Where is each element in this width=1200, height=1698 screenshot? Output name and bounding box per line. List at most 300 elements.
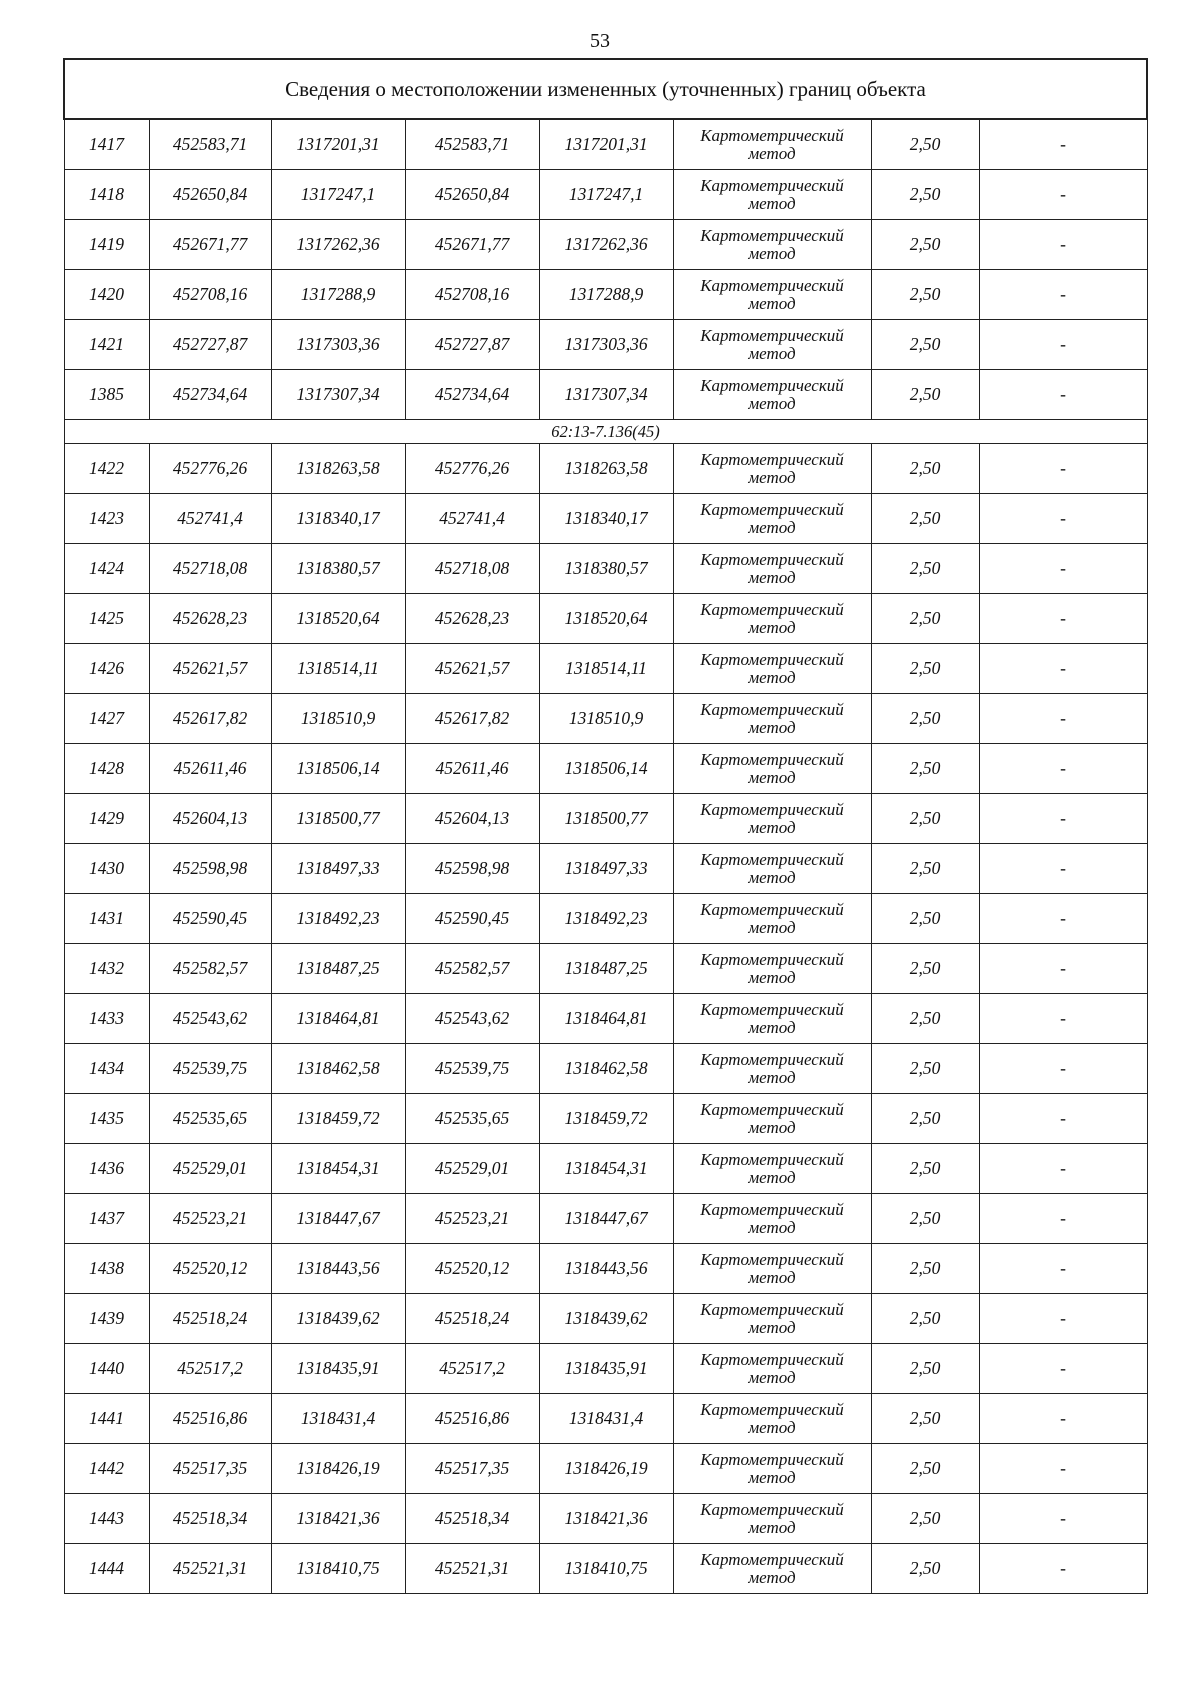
method-line-2: метод	[748, 517, 796, 537]
accuracy-cell: 2,50	[871, 894, 979, 944]
y-coordinate-existing-cell: 1318464,81	[271, 994, 405, 1044]
point-number-cell: 1431	[64, 894, 149, 944]
description-cell: -	[979, 994, 1147, 1044]
x-coordinate-existing-cell: 452621,57	[149, 644, 271, 694]
section-row	[64, 420, 1147, 444]
method-cell	[673, 1094, 871, 1144]
method-cell	[673, 270, 871, 320]
method-line-2: метод	[748, 767, 796, 787]
y-coordinate-refined-cell: 1318426,19	[539, 1444, 673, 1494]
method-cell	[673, 320, 871, 370]
method-line-2: метод	[748, 243, 796, 263]
point-number-cell: 1440	[64, 1344, 149, 1394]
description-cell: -	[979, 1194, 1147, 1244]
method-line-2: метод	[748, 917, 796, 937]
table-body	[64, 59, 1147, 1594]
point-number-cell: 1441	[64, 1394, 149, 1444]
point-number-cell: 1423	[64, 494, 149, 544]
y-coordinate-existing-cell: 1318462,58	[271, 1044, 405, 1094]
method-line-2: метод	[748, 393, 796, 413]
x-coordinate-refined-cell: 452529,01	[405, 1144, 539, 1194]
x-coordinate-refined-cell: 452598,98	[405, 844, 539, 894]
table-row	[64, 694, 1147, 744]
x-coordinate-refined-cell: 452708,16	[405, 270, 539, 320]
method-cell	[673, 1394, 871, 1444]
table-title-row	[64, 59, 1147, 119]
y-coordinate-existing-cell: 1318340,17	[271, 494, 405, 544]
point-number-cell: 1419	[64, 220, 149, 270]
method-line-2: метод	[748, 1367, 796, 1387]
y-coordinate-refined-cell: 1318380,57	[539, 544, 673, 594]
x-coordinate-existing-cell: 452776,26	[149, 444, 271, 494]
x-coordinate-refined-cell: 452520,12	[405, 1244, 539, 1294]
method-line-1: Картометрический	[700, 749, 844, 769]
table-row	[64, 1394, 1147, 1444]
method-line-1: Картометрический	[700, 275, 844, 295]
x-coordinate-refined-cell: 452671,77	[405, 220, 539, 270]
x-coordinate-refined-cell: 452776,26	[405, 444, 539, 494]
point-number-cell: 1428	[64, 744, 149, 794]
table-row	[64, 944, 1147, 994]
y-coordinate-existing-cell: 1318421,36	[271, 1494, 405, 1544]
y-coordinate-refined-cell: 1317247,1	[539, 170, 673, 220]
table-row	[64, 894, 1147, 944]
method-line-2: метод	[748, 1017, 796, 1037]
point-number-cell: 1438	[64, 1244, 149, 1294]
y-coordinate-existing-cell: 1318514,11	[271, 644, 405, 694]
table-row	[64, 1444, 1147, 1494]
method-cell	[673, 694, 871, 744]
method-cell	[673, 1444, 871, 1494]
description-cell: -	[979, 1094, 1147, 1144]
accuracy-cell: 2,50	[871, 370, 979, 420]
x-coordinate-refined-cell: 452543,62	[405, 994, 539, 1044]
x-coordinate-existing-cell: 452598,98	[149, 844, 271, 894]
point-number-cell: 1417	[64, 119, 149, 170]
x-coordinate-refined-cell: 452583,71	[405, 119, 539, 170]
method-cell	[673, 994, 871, 1044]
method-line-2: метод	[748, 567, 796, 587]
point-number-cell: 1425	[64, 594, 149, 644]
x-coordinate-refined-cell: 452518,24	[405, 1294, 539, 1344]
section-label: 62:13-7.136(45)	[64, 420, 1147, 444]
table-row	[64, 994, 1147, 1044]
method-cell	[673, 1494, 871, 1544]
x-coordinate-existing-cell: 452708,16	[149, 270, 271, 320]
y-coordinate-refined-cell: 1318506,14	[539, 744, 673, 794]
table-row	[64, 444, 1147, 494]
point-number-cell: 1421	[64, 320, 149, 370]
y-coordinate-existing-cell: 1317303,36	[271, 320, 405, 370]
method-line-2: метод	[748, 143, 796, 163]
method-line-2: метод	[748, 817, 796, 837]
x-coordinate-refined-cell: 452521,31	[405, 1544, 539, 1594]
y-coordinate-refined-cell: 1318410,75	[539, 1544, 673, 1594]
method-cell	[673, 1294, 871, 1344]
x-coordinate-refined-cell: 452523,21	[405, 1194, 539, 1244]
method-line-1: Картометрический	[700, 1199, 844, 1219]
method-line-1: Картометрический	[700, 225, 844, 245]
x-coordinate-refined-cell: 452518,34	[405, 1494, 539, 1544]
table-row	[64, 744, 1147, 794]
description-cell: -	[979, 794, 1147, 844]
table-title: Сведения о местоположении измененных (уточненных) границ объекта	[64, 59, 1147, 119]
accuracy-cell: 2,50	[871, 1344, 979, 1394]
y-coordinate-existing-cell: 1318506,14	[271, 744, 405, 794]
method-cell	[673, 844, 871, 894]
y-coordinate-refined-cell: 1317288,9	[539, 270, 673, 320]
point-number-cell: 1434	[64, 1044, 149, 1094]
accuracy-cell: 2,50	[871, 119, 979, 170]
method-line-2: метод	[748, 867, 796, 887]
x-coordinate-existing-cell: 452517,2	[149, 1344, 271, 1394]
point-number-cell: 1432	[64, 944, 149, 994]
method-line-2: метод	[748, 1517, 796, 1537]
y-coordinate-refined-cell: 1318492,23	[539, 894, 673, 944]
x-coordinate-existing-cell: 452590,45	[149, 894, 271, 944]
description-cell: -	[979, 594, 1147, 644]
y-coordinate-existing-cell: 1318510,9	[271, 694, 405, 744]
description-cell: -	[979, 894, 1147, 944]
x-coordinate-existing-cell: 452517,35	[149, 1444, 271, 1494]
y-coordinate-refined-cell: 1318447,67	[539, 1194, 673, 1244]
method-cell	[673, 594, 871, 644]
description-cell: -	[979, 1544, 1147, 1594]
method-cell	[673, 1044, 871, 1094]
y-coordinate-existing-cell: 1318447,67	[271, 1194, 405, 1244]
method-line-1: Картометрический	[700, 1099, 844, 1119]
method-cell	[673, 370, 871, 420]
accuracy-cell: 2,50	[871, 794, 979, 844]
method-line-1: Картометрический	[700, 1399, 844, 1419]
y-coordinate-existing-cell: 1318410,75	[271, 1544, 405, 1594]
y-coordinate-existing-cell: 1318263,58	[271, 444, 405, 494]
method-cell	[673, 444, 871, 494]
accuracy-cell: 2,50	[871, 170, 979, 220]
method-cell	[673, 1244, 871, 1294]
y-coordinate-refined-cell: 1318497,33	[539, 844, 673, 894]
y-coordinate-refined-cell: 1317303,36	[539, 320, 673, 370]
description-cell: -	[979, 1144, 1147, 1194]
y-coordinate-refined-cell: 1318510,9	[539, 694, 673, 744]
x-coordinate-refined-cell: 452539,75	[405, 1044, 539, 1094]
method-line-1: Картометрический	[700, 649, 844, 669]
method-line-2: метод	[748, 1417, 796, 1437]
method-line-2: метод	[748, 193, 796, 213]
x-coordinate-existing-cell: 452718,08	[149, 544, 271, 594]
description-cell: -	[979, 170, 1147, 220]
method-line-2: метод	[748, 617, 796, 637]
table-row	[64, 544, 1147, 594]
accuracy-cell: 2,50	[871, 320, 979, 370]
x-coordinate-existing-cell: 452535,65	[149, 1094, 271, 1144]
y-coordinate-existing-cell: 1318497,33	[271, 844, 405, 894]
method-line-2: метод	[748, 1467, 796, 1487]
method-line-1: Картометрический	[700, 1299, 844, 1319]
y-coordinate-refined-cell: 1318520,64	[539, 594, 673, 644]
description-cell: -	[979, 1394, 1147, 1444]
point-number-cell: 1436	[64, 1144, 149, 1194]
x-coordinate-refined-cell: 452621,57	[405, 644, 539, 694]
description-cell: -	[979, 1344, 1147, 1394]
method-line-2: метод	[748, 1117, 796, 1137]
point-number-cell: 1437	[64, 1194, 149, 1244]
method-line-1: Картометрический	[700, 325, 844, 345]
point-number-cell: 1433	[64, 994, 149, 1044]
description-cell: -	[979, 220, 1147, 270]
y-coordinate-existing-cell: 1318487,25	[271, 944, 405, 994]
method-cell	[673, 1344, 871, 1394]
description-cell: -	[979, 370, 1147, 420]
table-row	[64, 270, 1147, 320]
table-row	[64, 844, 1147, 894]
method-line-1: Картометрический	[700, 1049, 844, 1069]
method-cell	[673, 1144, 871, 1194]
y-coordinate-refined-cell: 1317201,31	[539, 119, 673, 170]
table-row	[64, 1294, 1147, 1344]
accuracy-cell: 2,50	[871, 1144, 979, 1194]
accuracy-cell: 2,50	[871, 594, 979, 644]
x-coordinate-existing-cell: 452628,23	[149, 594, 271, 644]
method-line-2: метод	[748, 1317, 796, 1337]
table-row	[64, 1194, 1147, 1244]
method-line-2: метод	[748, 467, 796, 487]
y-coordinate-refined-cell: 1318487,25	[539, 944, 673, 994]
accuracy-cell: 2,50	[871, 844, 979, 894]
table-row	[64, 1044, 1147, 1094]
point-number-cell: 1435	[64, 1094, 149, 1144]
x-coordinate-existing-cell: 452650,84	[149, 170, 271, 220]
method-cell	[673, 220, 871, 270]
point-number-cell: 1443	[64, 1494, 149, 1544]
x-coordinate-existing-cell: 452604,13	[149, 794, 271, 844]
method-line-1: Картометрический	[700, 1449, 844, 1469]
accuracy-cell: 2,50	[871, 1494, 979, 1544]
table-row	[64, 370, 1147, 420]
method-line-2: метод	[748, 293, 796, 313]
table-row	[64, 1544, 1147, 1594]
x-coordinate-existing-cell: 452539,75	[149, 1044, 271, 1094]
accuracy-cell: 2,50	[871, 1394, 979, 1444]
y-coordinate-refined-cell: 1318464,81	[539, 994, 673, 1044]
method-cell	[673, 544, 871, 594]
x-coordinate-refined-cell: 452535,65	[405, 1094, 539, 1144]
table-row	[64, 494, 1147, 544]
y-coordinate-refined-cell: 1318462,58	[539, 1044, 673, 1094]
y-coordinate-existing-cell: 1318435,91	[271, 1344, 405, 1394]
method-line-2: метод	[748, 967, 796, 987]
method-line-1: Картометрический	[700, 1549, 844, 1569]
x-coordinate-existing-cell: 452518,34	[149, 1494, 271, 1544]
y-coordinate-refined-cell: 1318514,11	[539, 644, 673, 694]
table-row	[64, 1144, 1147, 1194]
y-coordinate-existing-cell: 1318426,19	[271, 1444, 405, 1494]
method-line-1: Картометрический	[700, 849, 844, 869]
x-coordinate-existing-cell: 452529,01	[149, 1144, 271, 1194]
accuracy-cell: 2,50	[871, 944, 979, 994]
point-number-cell: 1429	[64, 794, 149, 844]
table-row	[64, 794, 1147, 844]
x-coordinate-existing-cell: 452611,46	[149, 744, 271, 794]
x-coordinate-existing-cell: 452583,71	[149, 119, 271, 170]
table-row	[64, 320, 1147, 370]
point-number-cell: 1420	[64, 270, 149, 320]
description-cell: -	[979, 119, 1147, 170]
x-coordinate-existing-cell: 452617,82	[149, 694, 271, 744]
point-number-cell: 1444	[64, 1544, 149, 1594]
method-line-2: метод	[748, 717, 796, 737]
x-coordinate-existing-cell: 452741,4	[149, 494, 271, 544]
point-number-cell: 1439	[64, 1294, 149, 1344]
point-number-cell: 1430	[64, 844, 149, 894]
y-coordinate-existing-cell: 1318431,4	[271, 1394, 405, 1444]
method-line-1: Картометрический	[700, 125, 844, 145]
accuracy-cell: 2,50	[871, 1044, 979, 1094]
y-coordinate-refined-cell: 1318454,31	[539, 1144, 673, 1194]
method-line-1: Картометрический	[700, 999, 844, 1019]
y-coordinate-existing-cell: 1318454,31	[271, 1144, 405, 1194]
x-coordinate-existing-cell: 452582,57	[149, 944, 271, 994]
y-coordinate-existing-cell: 1318520,64	[271, 594, 405, 644]
method-cell	[673, 1194, 871, 1244]
method-line-1: Картометрический	[700, 375, 844, 395]
method-cell	[673, 170, 871, 220]
y-coordinate-existing-cell: 1317288,9	[271, 270, 405, 320]
y-coordinate-refined-cell: 1318443,56	[539, 1244, 673, 1294]
x-coordinate-refined-cell: 452517,2	[405, 1344, 539, 1394]
accuracy-cell: 2,50	[871, 694, 979, 744]
description-cell: -	[979, 544, 1147, 594]
method-line-2: метод	[748, 1217, 796, 1237]
y-coordinate-existing-cell: 1318459,72	[271, 1094, 405, 1144]
description-cell: -	[979, 1294, 1147, 1344]
accuracy-cell: 2,50	[871, 994, 979, 1044]
description-cell: -	[979, 1044, 1147, 1094]
accuracy-cell: 2,50	[871, 1444, 979, 1494]
y-coordinate-refined-cell: 1318340,17	[539, 494, 673, 544]
x-coordinate-existing-cell: 452543,62	[149, 994, 271, 1044]
y-coordinate-refined-cell: 1318439,62	[539, 1294, 673, 1344]
point-number-cell: 1422	[64, 444, 149, 494]
x-coordinate-refined-cell: 452582,57	[405, 944, 539, 994]
x-coordinate-refined-cell: 452611,46	[405, 744, 539, 794]
point-number-cell: 1424	[64, 544, 149, 594]
description-cell: -	[979, 1444, 1147, 1494]
y-coordinate-refined-cell: 1318500,77	[539, 794, 673, 844]
x-coordinate-refined-cell: 452590,45	[405, 894, 539, 944]
method-line-1: Картометрический	[700, 699, 844, 719]
description-cell: -	[979, 694, 1147, 744]
point-number-cell: 1385	[64, 370, 149, 420]
y-coordinate-refined-cell: 1317307,34	[539, 370, 673, 420]
accuracy-cell: 2,50	[871, 544, 979, 594]
page-number: 53	[590, 30, 610, 52]
y-coordinate-refined-cell: 1317262,36	[539, 220, 673, 270]
method-line-1: Картометрический	[700, 1249, 844, 1269]
method-line-1: Картометрический	[700, 1349, 844, 1369]
x-coordinate-refined-cell: 452727,87	[405, 320, 539, 370]
table-row	[64, 1244, 1147, 1294]
y-coordinate-existing-cell: 1318500,77	[271, 794, 405, 844]
method-line-1: Картометрический	[700, 1499, 844, 1519]
method-line-2: метод	[748, 667, 796, 687]
x-coordinate-refined-cell: 452517,35	[405, 1444, 539, 1494]
boundary-coordinates-table	[63, 58, 1148, 1594]
x-coordinate-refined-cell: 452516,86	[405, 1394, 539, 1444]
method-line-1: Картометрический	[700, 449, 844, 469]
accuracy-cell: 2,50	[871, 1544, 979, 1594]
accuracy-cell: 2,50	[871, 220, 979, 270]
description-cell: -	[979, 944, 1147, 994]
description-cell: -	[979, 744, 1147, 794]
method-line-2: метод	[748, 1267, 796, 1287]
description-cell: -	[979, 1244, 1147, 1294]
y-coordinate-existing-cell: 1318492,23	[271, 894, 405, 944]
method-line-2: метод	[748, 1567, 796, 1587]
description-cell: -	[979, 1494, 1147, 1544]
x-coordinate-existing-cell: 452671,77	[149, 220, 271, 270]
point-number-cell: 1418	[64, 170, 149, 220]
y-coordinate-refined-cell: 1318459,72	[539, 1094, 673, 1144]
accuracy-cell: 2,50	[871, 1094, 979, 1144]
table-row	[64, 594, 1147, 644]
table-row	[64, 119, 1147, 170]
y-coordinate-existing-cell: 1318439,62	[271, 1294, 405, 1344]
y-coordinate-refined-cell: 1318435,91	[539, 1344, 673, 1394]
y-coordinate-existing-cell: 1317201,31	[271, 119, 405, 170]
method-cell	[673, 494, 871, 544]
accuracy-cell: 2,50	[871, 1294, 979, 1344]
table-row	[64, 644, 1147, 694]
accuracy-cell: 2,50	[871, 270, 979, 320]
x-coordinate-existing-cell: 452523,21	[149, 1194, 271, 1244]
x-coordinate-existing-cell: 452520,12	[149, 1244, 271, 1294]
method-cell	[673, 944, 871, 994]
description-cell: -	[979, 494, 1147, 544]
method-line-1: Картометрический	[700, 799, 844, 819]
x-coordinate-existing-cell: 452516,86	[149, 1394, 271, 1444]
method-cell	[673, 744, 871, 794]
accuracy-cell: 2,50	[871, 1244, 979, 1294]
x-coordinate-existing-cell: 452518,24	[149, 1294, 271, 1344]
accuracy-cell: 2,50	[871, 1194, 979, 1244]
method-line-2: метод	[748, 343, 796, 363]
x-coordinate-refined-cell: 452734,64	[405, 370, 539, 420]
x-coordinate-existing-cell: 452521,31	[149, 1544, 271, 1594]
accuracy-cell: 2,50	[871, 744, 979, 794]
method-line-1: Картометрический	[700, 949, 844, 969]
x-coordinate-refined-cell: 452604,13	[405, 794, 539, 844]
method-line-2: метод	[748, 1067, 796, 1087]
accuracy-cell: 2,50	[871, 644, 979, 694]
y-coordinate-refined-cell: 1318421,36	[539, 1494, 673, 1544]
point-number-cell: 1426	[64, 644, 149, 694]
description-cell: -	[979, 444, 1147, 494]
x-coordinate-existing-cell: 452734,64	[149, 370, 271, 420]
method-line-1: Картометрический	[700, 175, 844, 195]
description-cell: -	[979, 844, 1147, 894]
x-coordinate-refined-cell: 452718,08	[405, 544, 539, 594]
method-line-1: Картометрический	[700, 1149, 844, 1169]
point-number-cell: 1442	[64, 1444, 149, 1494]
point-number-cell: 1427	[64, 694, 149, 744]
y-coordinate-existing-cell: 1317247,1	[271, 170, 405, 220]
table-row	[64, 1344, 1147, 1394]
y-coordinate-existing-cell: 1318443,56	[271, 1244, 405, 1294]
y-coordinate-existing-cell: 1317262,36	[271, 220, 405, 270]
table-row	[64, 170, 1147, 220]
description-cell: -	[979, 644, 1147, 694]
